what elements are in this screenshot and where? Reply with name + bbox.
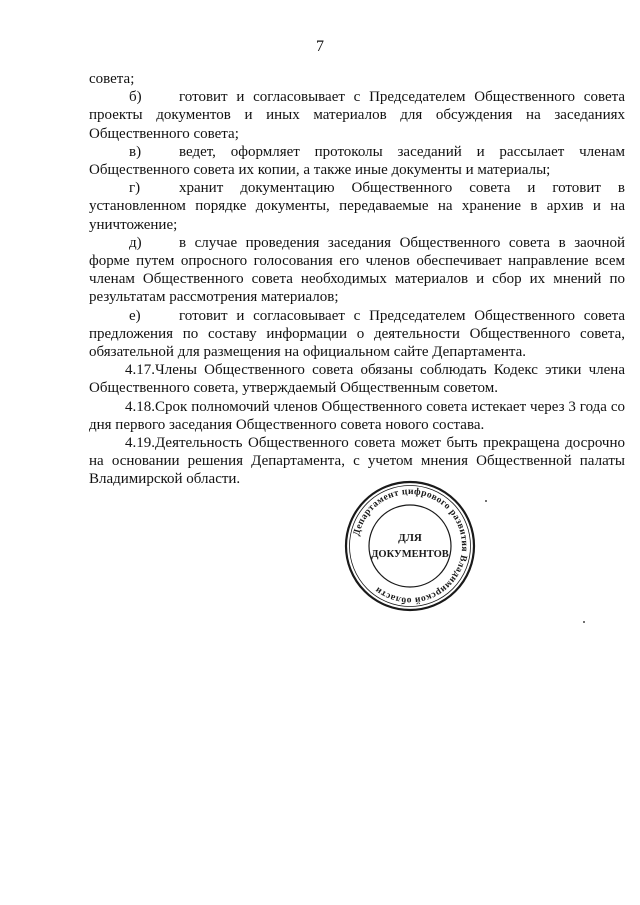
list-item: [89, 179, 625, 234]
item-letter: е): [129, 307, 141, 324]
opening-fragment: совета;: [89, 71, 135, 87]
item-text: ведет, оформляет протоколы заседаний и рассылает членам Общественного совета их копии, а также иные документы и материалы;: [89, 143, 625, 179]
clause-4-19: 4.19.Деятельность Общественного совета может быть прекращена досрочно на основании решения Департамента, с учетом мнения Общественной палаты Владимирской области.: [89, 435, 625, 488]
list-item: [89, 143, 625, 179]
scan-speck: [485, 500, 487, 502]
item-letter: г): [129, 180, 141, 197]
page-number: 7: [316, 38, 324, 55]
list-item: [89, 234, 625, 307]
item-text: в случае проведения заседания Общественного совета в заочной форме путем опросного голосования его членов обеспечивает направление всем членам Общественного совета необходимых материалов и сбор их мнений по результатам рассмотрения материалов;: [89, 234, 625, 306]
clause-4-17: 4.17.Члены Общественного совета обязаны соблюдать Кодекс этики члена Общественного совета, утверждаемый Общественным советом.: [89, 362, 625, 397]
document-body: [89, 70, 625, 489]
item-text: хранит документацию Общественного совета и готовит в установленном порядке документы, передаваемые на хранение в архив и на уничтожение;: [89, 180, 625, 233]
official-stamp: [342, 478, 478, 614]
stamp-ring-text: Департамент цифрового развития Владимирской области: [352, 486, 470, 606]
scan-speck: [583, 621, 585, 623]
stamp-center-line2: ДОКУМЕНТОВ: [371, 549, 449, 560]
stamp-center-line1: ДЛЯ: [398, 532, 422, 544]
list-item: [89, 307, 625, 362]
list-item: [89, 88, 625, 143]
item-letter: в): [129, 143, 142, 160]
item-letter: д): [129, 234, 142, 251]
item-letter: б): [129, 89, 142, 106]
stamp-seal-icon: [342, 478, 478, 614]
item-text: готовит и согласовывает с Председателем Общественного совета предложения по составу информации о деятельности Общественного совета, обязательной для размещения на официальном сайте Департамента.: [89, 307, 625, 361]
item-text: готовит и согласовывает с Председателем Общественного совета проекты документов и иных материалов для обсуждения на заседаниях Общественного совета;: [89, 89, 625, 142]
clause-4-18: 4.18.Срок полномочий членов Общественного совета истекает через 3 года со дня первого заседания Общественного совета нового состава.: [89, 398, 625, 433]
